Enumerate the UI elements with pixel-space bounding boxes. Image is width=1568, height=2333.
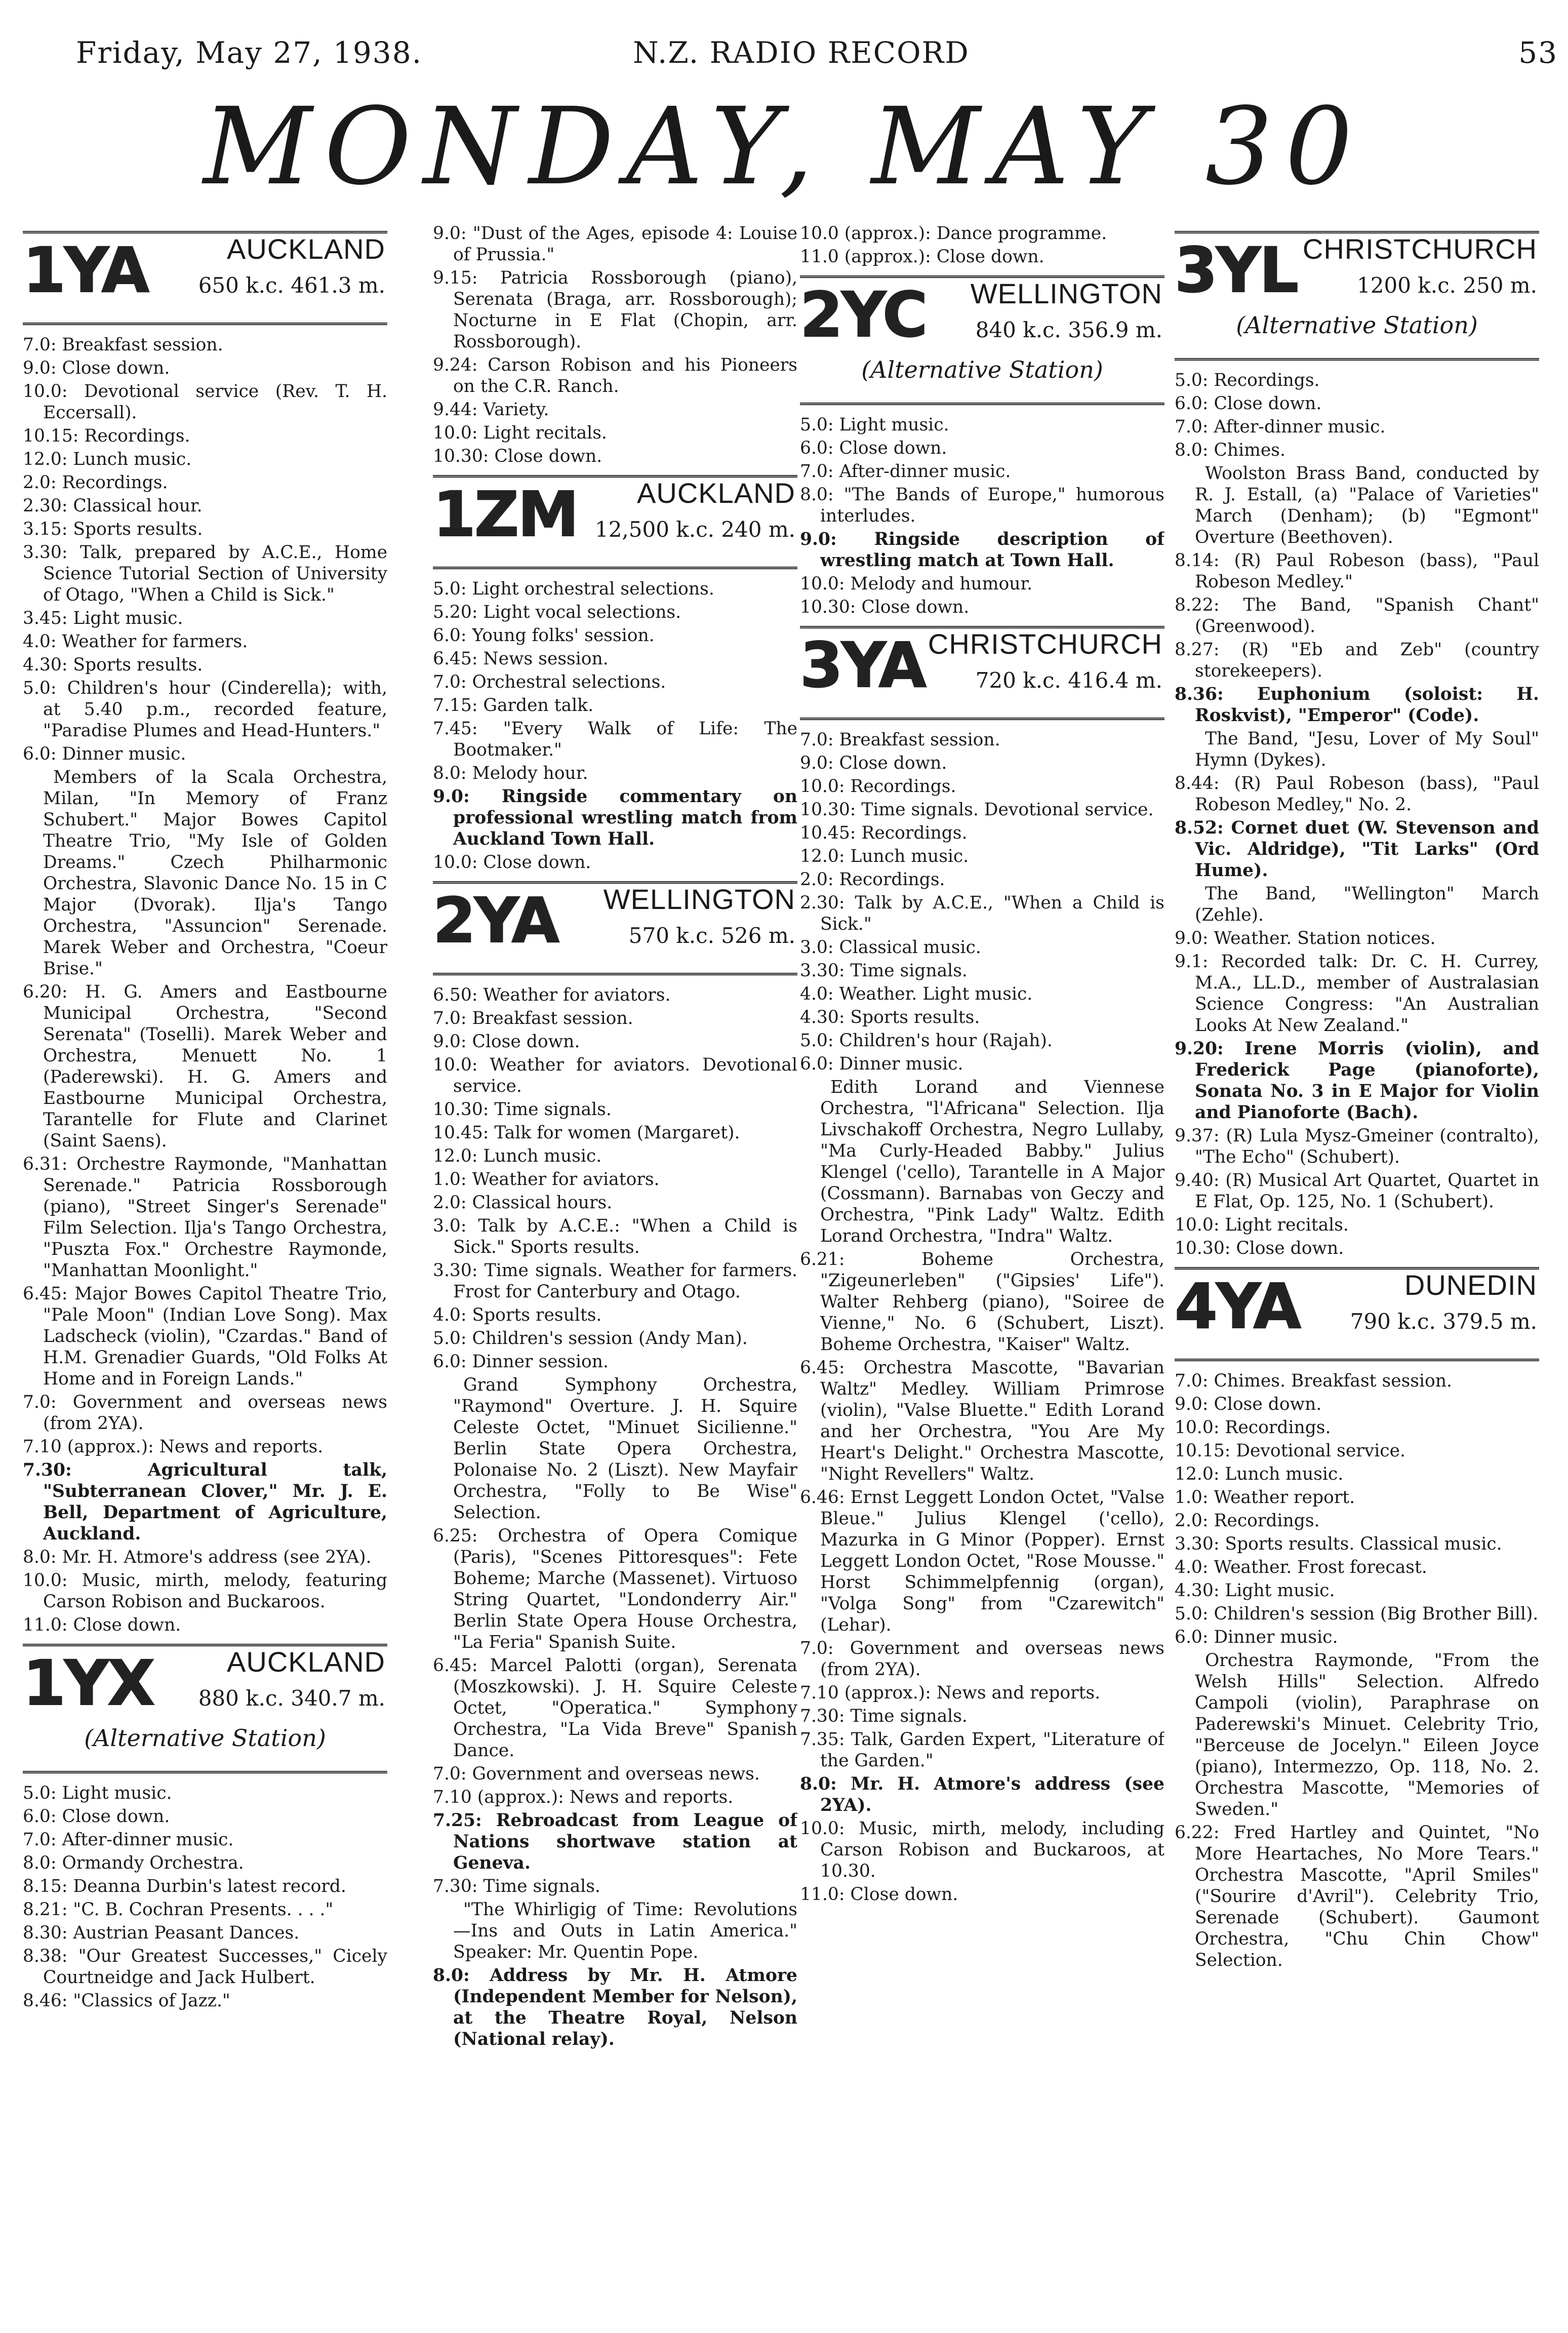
program-detail: Orchestra Raymonde, "From the Welsh Hills" Selection. Alfredo Campoli (violin), Paraphrase on Paderewski's Minuet. Celebrity Trio, "Berceuse de Jocelyn." Eileen Joyce (piano), Intermezzo, Op. 118, No. 2. Orchestra Mascotte, "Memories of Sweden." — [1195, 1650, 1539, 1820]
station-alternative-label: (Alternative Station) — [861, 356, 1103, 383]
program-entry: 8.21: "C. B. Cochran Presents. . . ." — [23, 1900, 334, 1920]
program-entry: 8.0: Chimes. — [1175, 440, 1285, 460]
program-entry: 4.0: Weather for farmers. — [23, 631, 248, 652]
program-entry: 10.30: Close down. — [1175, 1238, 1344, 1258]
program-entry-highlight: 8.52: Cornet duet (W. Stevenson and Vic. Aldridge), "Tit Larks" (Ord Hume). — [1175, 818, 1539, 881]
column-2 — [433, 223, 797, 2329]
program-entry: 6.50: Weather for aviators. — [433, 985, 671, 1005]
program-entry: 7.0: After-dinner music. — [1175, 417, 1386, 437]
program-entry: 8.0: Ormandy Orchestra. — [23, 1853, 244, 1873]
program-entry: 7.10 (approx.): News and reports. — [800, 1683, 1101, 1703]
program-entry: 7.30: Time signals. — [800, 1706, 968, 1726]
program-entry: 3.0: Talk by A.C.E.: "When a Child is Sick." Sports results. — [433, 1216, 797, 1257]
program-entry: 9.1: Recorded talk: Dr. C. H. Currey, M.A., LL.D., member of Australasian Science Congress: "An Australian Looks At New Zealand." — [1175, 952, 1539, 1036]
station-city: AUCKLAND — [637, 477, 795, 509]
header-page-number: 53 — [1518, 35, 1558, 70]
program-entry: 2.30: Talk by A.C.E., "When a Child is Sick." — [800, 893, 1164, 934]
program-entry: 12.0: Lunch music. — [800, 846, 969, 866]
program-entry: 4.30: Sports results. — [800, 1007, 980, 1027]
program-entry: 10.45: Talk for women (Margaret). — [433, 1123, 740, 1143]
program-entry-highlight: 8.0: Mr. H. Atmore's address (see 2YA). — [800, 1774, 1164, 1815]
program-entry: 2.30: Classical hour. — [23, 496, 203, 516]
program-entry: 7.15: Garden talk. — [433, 695, 594, 716]
station-frequency: 1200 k.c. 250 m. — [1357, 273, 1537, 298]
program-entry-highlight: 9.0: Ringside commentary on professional wrestling match from Auckland Town Hall. — [433, 786, 797, 849]
page-header — [0, 4, 1568, 70]
program-entry: 8.27: (R) "Eb and Zeb" (country storekeepers). — [1175, 640, 1539, 681]
program-entry: 12.0: Lunch music. — [23, 449, 192, 469]
station-3yl-header — [1175, 231, 1539, 361]
program-entry: 11.0 (approx.): Close down. — [800, 247, 1044, 267]
program-entry: 8.46: "Classics of Jazz." — [23, 1991, 230, 2011]
program-entry: 10.0: Light recitals. — [1175, 1215, 1349, 1235]
program-entry: 8.14: (R) Paul Robeson (bass), "Paul Robeson Medley." — [1175, 550, 1539, 592]
program-entry: 10.15: Recordings. — [23, 426, 190, 446]
station-1zm-header — [433, 475, 797, 569]
station-city: CHRISTCHURCH — [1302, 233, 1537, 265]
header-publication: N.Z. RADIO RECORD — [633, 35, 970, 70]
program-entry: 7.0: Breakfast session. — [800, 730, 1000, 750]
program-entry: 8.0: "The Bands of Europe," humorous interludes. — [800, 485, 1164, 526]
station-callsign: 1YX — [23, 1647, 154, 1719]
program-entry: 8.0: Melody hour. — [433, 763, 588, 783]
program-entry: 3.30: Time signals. — [800, 961, 968, 981]
program-entry: 4.0: Sports results. — [433, 1305, 602, 1325]
station-alternative-label: (Alternative Station) — [1236, 311, 1478, 339]
program-entry: 5.0: Light music. — [800, 415, 949, 435]
program-entry: 11.0: Close down. — [23, 1615, 181, 1635]
program-detail: Members of la Scala Orchestra, Milan, "In Memory of Franz Schubert." Major Bowes Capitol Theatre Trio, "My Isle of Golden Dreams." Czech Philharmonic Orchestra, Slavonic Dance No. 15 in C Major (Dvorak). Ilja's Tango Orchestra, "Assuncion" Serenade. Marek Weber and Orchestra, "Coeur Brise." — [43, 767, 387, 979]
station-1ya-header — [23, 231, 387, 325]
program-entry: 7.10 (approx.): News and reports. — [433, 1787, 734, 1807]
program-entry: 2.0: Recordings. — [1175, 1511, 1320, 1531]
program-entry: 3.15: Sports results. — [23, 519, 203, 539]
column-3 — [800, 223, 1164, 2329]
program-entry: 9.0: Close down. — [23, 358, 170, 378]
program-entry: 10.15: Devotional service. — [1175, 1441, 1405, 1461]
station-frequency: 720 k.c. 416.4 m. — [975, 668, 1162, 693]
program-entry-highlight: 7.30: Agricultural talk, "Subterranean Clover," Mr. J. E. Bell, Department of Agriculture, Auckland. — [23, 1460, 387, 1544]
program-entry: 8.0: Mr. H. Atmore's address (see 2YA). — [23, 1547, 372, 1567]
station-4ya-header — [1175, 1267, 1539, 1361]
station-city: CHRISTCHURCH — [928, 628, 1162, 660]
program-entry: 1.0: Weather report. — [1175, 1487, 1355, 1508]
program-entry: 10.0: Recordings. — [800, 776, 956, 797]
program-entry: 9.40: (R) Musical Art Quartet, Quartet in E Flat, Op. 125, No. 1 (Schubert). — [1175, 1170, 1539, 1212]
program-entry: 9.24: Carson Robison and his Pioneers on the C.R. Ranch. — [433, 355, 797, 397]
station-3ya-header — [800, 626, 1164, 720]
program-entry: 2.0: Classical hours. — [433, 1193, 613, 1213]
station-frequency: 880 k.c. 340.7 m. — [198, 1686, 385, 1711]
program-detail-highlight: "The Whirligig of Time: Revolutions—Ins and Outs in Latin America." Speaker: Mr. Quentin Pope. — [453, 1900, 797, 1962]
program-entry: 6.46: Ernst Leggett London Octet, "Valse Bleue." Julius Klengel ('cello), Mazurka in G Minor (Popper). Ernst Leggett London Octet, "Rose Mousse." Horst Schimmelpfennig (organ), "Volga Song" from "Czarewitch" (Lehar). — [800, 1487, 1164, 1635]
program-entry: 5.0: Recordings. — [1175, 370, 1320, 390]
station-frequency: 790 k.c. 379.5 m. — [1350, 1309, 1537, 1334]
station-frequency: 570 k.c. 526 m. — [628, 923, 795, 948]
program-entry: 9.0: Close down. — [433, 1032, 580, 1052]
program-entry: 6.20: H. G. Amers and Eastbourne Municipal Orchestra, "Second Serenata" (Toselli). Marek Weber and Orchestra, Menuett No. 1 (Paderewski). H. G. Amers and Eastbourne Municipal Orchestra, Tarantelle for Flute and Clarinet (Saint Saens). — [23, 982, 387, 1151]
station-frequency: 12,500 k.c. 240 m. — [594, 517, 795, 542]
program-entry: 3.0: Classical music. — [800, 937, 981, 958]
program-entry: 5.0: Children's session (Big Brother Bill). — [1175, 1604, 1539, 1624]
program-entry: 7.0: Breakfast session. — [433, 1008, 633, 1029]
column-4 — [1175, 223, 1539, 2329]
program-entry: 6.0: Close down. — [1175, 393, 1322, 414]
program-entry: 6.45: News session. — [433, 649, 609, 669]
program-entry: 9.44: Variety. — [433, 400, 549, 420]
program-entry: 8.30: Austrian Peasant Dances. — [23, 1923, 300, 1943]
station-alternative-label: (Alternative Station) — [84, 1724, 326, 1752]
program-entry: 2.0: Recordings. — [23, 472, 168, 493]
station-callsign: 4YA — [1175, 1271, 1300, 1342]
station-city: AUCKLAND — [227, 233, 385, 265]
program-entry: 1.0: Weather for aviators. — [433, 1169, 660, 1190]
program-entry: 7.0: After-dinner music. — [23, 1830, 234, 1850]
station-callsign: 3YL — [1175, 234, 1297, 306]
program-entry-highlight: 8.36: Euphonium (soloist: H. Roskvist), "Emperor" (Code). — [1175, 684, 1539, 726]
program-entry: 3.45: Light music. — [23, 608, 183, 628]
program-entry: 6.45: Major Bowes Capitol Theatre Trio, "Pale Moon" (Indian Love Song). Max Ladscheck (violin), "Czardas." Band of H.M. Grenadier Guards, "Old Folks At Home and in Foreign Lands." — [23, 1284, 387, 1389]
program-entry: 6.0: Close down. — [23, 1806, 170, 1827]
program-entry: 7.0: Government and overseas news. — [433, 1764, 760, 1784]
program-detail: Edith Lorand and Viennese Orchestra, "l'Africana" Selection. Ilja Livschakoff Orchestra, Negro Lullaby, "Ma Curly-Headed Babby." Julius Klengel ('cello), Tarantelle in A Major (Cossmann). Barnabas von Geczy and Orchestra, "Pink Lady" Waltz. Edith Lorand Orchestra, "Indra" Waltz. — [820, 1077, 1164, 1246]
program-entry: 9.0: Weather. Station notices. — [1175, 928, 1436, 948]
program-entry: 9.15: Patricia Rossborough (piano), Serenata (Braga, arr. Rossborough); Nocturne in E Flat (Chopin, arr. Rossborough). — [433, 268, 797, 352]
station-city: AUCKLAND — [227, 1646, 385, 1678]
program-entry: 7.35: Talk, Garden Expert, "Literature of the Garden." — [800, 1729, 1164, 1771]
program-entry: 7.0: Chimes. Breakfast session. — [1175, 1371, 1453, 1391]
program-entry: 10.0: Music, mirth, melody, featuring Carson Robison and Buckaroos. — [23, 1570, 387, 1612]
station-city: WELLINGTON — [970, 278, 1162, 309]
program-detail: The Band, "Jesu, Lover of My Soul" Hymn (Dykes). — [1195, 729, 1539, 770]
station-frequency: 650 k.c. 461.3 m. — [198, 273, 385, 298]
program-entry: 8.22: The Band, "Spanish Chant" (Greenwood). — [1175, 595, 1539, 637]
program-entry: 6.31: Orchestre Raymonde, "Manhattan Serenade." Patricia Rossborough (piano), "Street Singer's Serenade" Film Selection. Ilja's Tango Orchestra, "Puszta Fox." Orchestre Raymonde, "Manhattan Moonlight." — [23, 1154, 387, 1281]
program-entry: 7.45: "Every Walk of Life: The Bootmaker." — [433, 719, 797, 760]
station-callsign: 1YA — [23, 234, 148, 306]
program-entry: 6.0: Dinner music. — [800, 1054, 963, 1074]
program-entry: 7.0: Breakfast session. — [23, 335, 223, 355]
program-entry: 10.0 (approx.): Dance programme. — [800, 223, 1107, 244]
program-entry: 5.0: Children's session (Andy Man). — [433, 1328, 748, 1349]
program-entry: 6.45: Marcel Palotti (organ), Serenata (Moszkowski). J. H. Squire Celeste Octet, "Operatica." Symphony Orchestra, "La Vida Breve" Spanish Dance. — [433, 1655, 797, 1761]
program-entry: 7.0: Government and overseas news (from 2YA). — [23, 1392, 387, 1434]
program-entry: 6.21: Boheme Orchestra, "Zigeunerleben" ("Gipsies' Life"). Walter Rehberg (piano), "Soiree de Vienne," No. 6 (Schubert, Liszt). Boheme Orchestra, "Kaiser" Waltz. — [800, 1249, 1164, 1355]
program-entry-highlight: 8.0: Address by Mr. H. Atmore (Independent Member for Nelson), at the Theatre Royal, Nelson (National relay). — [433, 1965, 797, 2049]
program-entry-highlight: 7.25: Rebroadcast from League of Nations shortwave station at Geneva. — [433, 1810, 797, 1873]
program-entry: 6.22: Fred Hartley and Quintet, "No More Heartaches, No More Tears." Orchestra Mascotte, "April Smiles" ("Sourire d'Avril"). Celebrity Trio, Serenade (Schubert). Gaumont Orchestra, "Chu Chin Chow" Selection. — [1175, 1823, 1539, 1970]
station-city: WELLINGTON — [603, 883, 795, 915]
station-callsign: 3YA — [800, 629, 925, 701]
program-detail: Grand Symphony Orchestra, "Raymond" Overture. J. H. Squire Celeste Octet, "Minuet Sicilienne." Berlin State Opera Orchestra, Polonaise No. 2 (Liszt). New Mayfair Orchestra, "Folly to Be Wise" Selection. — [453, 1375, 797, 1523]
program-entry: 12.0: Lunch music. — [1175, 1464, 1344, 1484]
program-entry: 10.0: Music, mirth, melody, including Carson Robison and Buckaroos, at 10.30. — [800, 1818, 1164, 1881]
program-entry: 10.30: Time signals. — [433, 1099, 612, 1120]
program-entry: 7.0: Orchestral selections. — [433, 672, 666, 692]
program-entry: 6.25: Orchestra of Opera Comique (Paris), "Scenes Pittoresques": Fete Boheme; Marche (Massenet). Virtuoso String Quartet, "Londonderry Air." Berlin State Opera House Orchestra, "La Feria" Spanish Suite. — [433, 1526, 797, 1652]
program-entry: 3.30: Talk, prepared by A.C.E., Home Science Tutorial Section of University of Otago, "When a Child is Sick." — [23, 542, 387, 605]
station-callsign: 2YC — [800, 279, 927, 351]
program-entry: 3.30: Time signals. Weather for farmers. Frost for Canterbury and Otago. — [433, 1260, 797, 1302]
program-entry: 4.0: Weather. Light music. — [800, 984, 1033, 1004]
program-entry: 10.30: Close down. — [800, 597, 970, 617]
column-1 — [23, 223, 387, 2329]
program-entry: 8.38: "Our Greatest Successes," Cicely Courtneidge and Jack Hulbert. — [23, 1946, 387, 1988]
program-entry: 6.0: Close down. — [800, 438, 947, 458]
program-entry: 10.0: Recordings. — [1175, 1417, 1331, 1438]
program-entry: 4.30: Sports results. — [23, 655, 203, 675]
page-title: MONDAY, MAY 30 — [203, 85, 1365, 209]
program-entry: 6.0: Dinner session. — [433, 1352, 609, 1372]
station-callsign: 1ZM — [433, 479, 578, 550]
program-entry: 9.0: "Dust of the Ages, episode 4: Louise of Prussia." — [433, 223, 797, 265]
program-entry: 6.0: Young folks' session. — [433, 625, 655, 646]
station-1yx-header — [23, 1644, 387, 1773]
program-entry: 5.0: Children's hour (Cinderella); with, at 5.40 p.m., recorded feature, "Paradise Plumes and Head-Hunters." — [23, 678, 387, 741]
program-entry: 2.0: Recordings. — [800, 869, 945, 890]
program-entry: 10.30: Close down. — [433, 446, 602, 466]
program-entry: 5.0: Children's hour (Rajah). — [800, 1031, 1053, 1051]
program-entry: 4.0: Weather. Frost forecast. — [1175, 1557, 1427, 1577]
program-entry: 10.0: Devotional service (Rev. T. H. Eccersall). — [23, 381, 387, 423]
program-entry: 12.0: Lunch music. — [433, 1146, 602, 1166]
program-entry: 5.20: Light vocal selections. — [433, 602, 681, 622]
program-entry: 9.37: (R) Lula Mysz-Gmeiner (contralto), "The Echo" (Schubert). — [1175, 1126, 1539, 1167]
station-2yc-header — [800, 275, 1164, 405]
program-entry-highlight: 9.0: Ringside description of wrestling match at Town Hall. — [800, 529, 1164, 571]
program-entry: 4.30: Light music. — [1175, 1580, 1335, 1601]
program-entry: 10.0: Weather for aviators. Devotional service. — [433, 1055, 797, 1096]
program-entry: 10.30: Time signals. Devotional service. — [800, 800, 1154, 820]
program-entry: 10.0: Light recitals. — [433, 423, 607, 443]
program-entry: 10.0: Melody and humour. — [800, 574, 1033, 594]
program-entry: 3.30: Sports results. Classical music. — [1175, 1534, 1502, 1554]
program-entry: 7.10 (approx.): News and reports. — [23, 1437, 324, 1457]
program-entry: 6.0: Dinner music. — [23, 744, 186, 764]
program-entry: 9.0: Close down. — [800, 753, 947, 773]
program-entry: 7.30: Time signals. — [433, 1876, 600, 1896]
program-entry: 5.0: Light orchestral selections. — [433, 579, 714, 599]
station-city: DUNEDIN — [1404, 1269, 1537, 1301]
program-entry: 6.45: Orchestra Mascotte, "Bavarian Waltz" Medley. William Primrose (violin), "Valse Bluette." Edith Lorand and her Orchestra, "You Are My Heart's Delight." Orchestra Mascotte, "Night Revellers" Waltz. — [800, 1358, 1164, 1484]
program-entry: 9.0: Close down. — [1175, 1394, 1322, 1414]
program-entry-highlight: 9.20: Irene Morris (violin), and Frederick Page (pianoforte), Sonata No. 3 in E Major for Violin and Pianoforte (Bach). — [1175, 1039, 1539, 1123]
program-entry: 8.44: (R) Paul Robeson (bass), "Paul Robeson Medley," No. 2. — [1175, 773, 1539, 815]
header-date: Friday, May 27, 1938. — [76, 35, 423, 70]
program-entry: 10.45: Recordings. — [800, 823, 968, 843]
program-detail: Woolston Brass Band, conducted by R. J. Estall, (a) "Palace of Varieties" March (Denham); (b) "Egmont" Overture (Beethoven). — [1195, 463, 1539, 547]
station-callsign: 2YA — [433, 885, 558, 957]
program-entry: 7.0: Government and overseas news (from 2YA). — [800, 1638, 1164, 1680]
program-entry: 11.0: Close down. — [800, 1884, 958, 1905]
program-entry: 7.0: After-dinner music. — [800, 461, 1011, 482]
station-frequency: 840 k.c. 356.9 m. — [975, 318, 1162, 342]
program-entry: 5.0: Light music. — [23, 1783, 172, 1803]
program-entry: 10.0: Close down. — [433, 852, 591, 873]
program-entry: 8.15: Deanna Durbin's latest record. — [23, 1876, 346, 1896]
program-entry: 6.0: Dinner music. — [1175, 1627, 1338, 1647]
station-2ya-header — [433, 881, 797, 975]
program-detail: The Band, "Wellington" March (Zehle). — [1195, 884, 1539, 925]
